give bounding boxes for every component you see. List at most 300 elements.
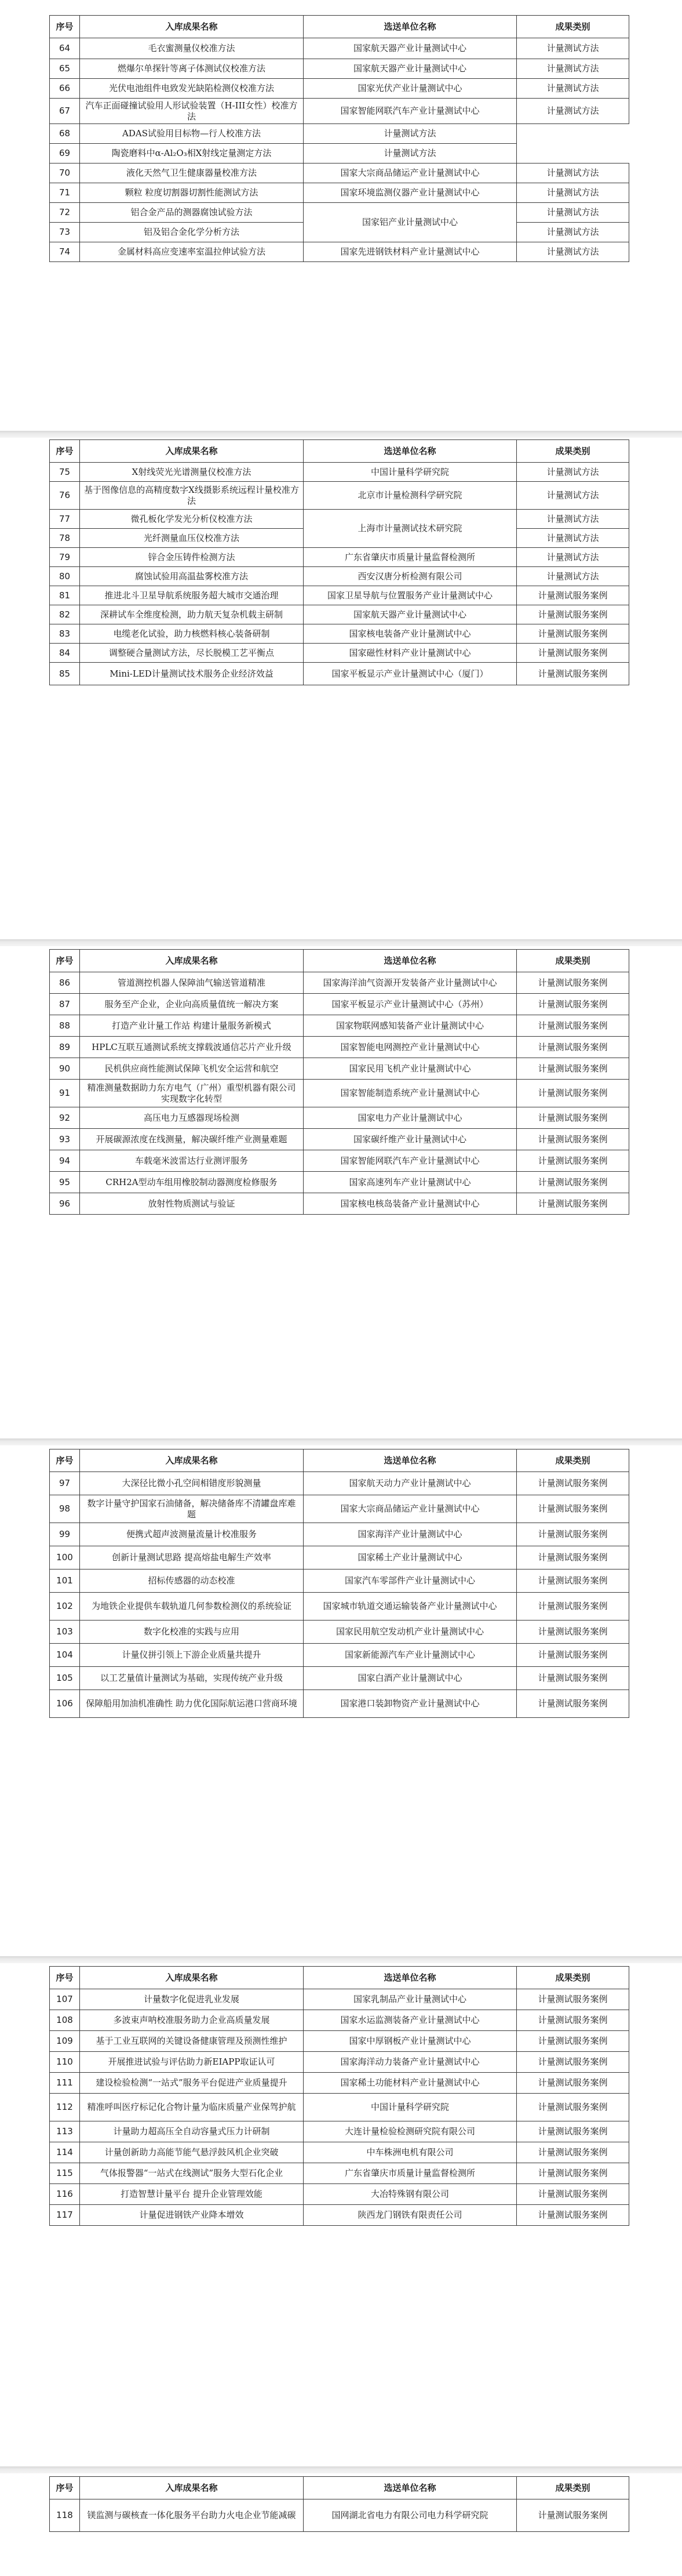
table-row [50, 1172, 629, 1193]
header-no: 序号 [50, 16, 80, 38]
cell-no: 113 [50, 2121, 80, 2142]
cell-no: 73 [50, 223, 80, 242]
cell-no: 103 [50, 1621, 80, 1644]
cell-no: 70 [50, 164, 80, 183]
cell-name: 招标传感器的动态校准 [80, 1569, 304, 1593]
table-row [50, 548, 629, 567]
cell-category: 计量测试方法 [517, 164, 629, 183]
cell-unit: 国家物联网感知装备产业计量测试中心 [304, 1015, 517, 1037]
cell-category: 计量测试服务案例 [517, 1193, 629, 1215]
table-row [50, 2121, 629, 2142]
cell-no: 66 [50, 79, 80, 99]
cell-unit: 国家铝产业计量测试中心 [304, 203, 517, 242]
table-row [50, 1037, 629, 1058]
header-category: 成果类别 [517, 2477, 629, 2499]
header-name: 入库成果名称 [80, 16, 304, 38]
page-separator [0, 431, 682, 438]
cell-name: 车载毫米波雷达行业测评服务 [80, 1150, 304, 1172]
table-row [50, 663, 629, 685]
table-row [50, 644, 629, 663]
page-separator [0, 1956, 682, 1963]
cell-name: 计量促进钢铁产业降本增效 [80, 2205, 304, 2226]
table-row [50, 144, 629, 164]
cell-unit: 国家海洋油气资源开发装备产业计量测试中心 [304, 972, 517, 994]
cell-unit: 国家乳制品产业计量测试中心 [304, 1989, 517, 2010]
cell-unit: 中国计量科学研究院 [304, 2094, 517, 2121]
cell-unit: 国家平板显示产业计量测试中心（厦门） [304, 663, 517, 685]
cell-category: 计量测试方法 [517, 79, 629, 99]
cell-unit: 国家电力产业计量测试中心 [304, 1107, 517, 1129]
cell-name: 大深径比微小孔空间相错度形貌测量 [80, 1472, 304, 1495]
cell-category: 计量测试方法 [517, 463, 629, 482]
cell-category: 计量测试服务案例 [517, 2010, 629, 2031]
header-unit: 选送单位名称 [304, 1967, 517, 1989]
cell-name: 光纤测量血压仪校准方法 [80, 529, 304, 548]
cell-no: 117 [50, 2205, 80, 2226]
cell-unit: 国家碳纤维产业计量测试中心 [304, 1129, 517, 1150]
page-separator [0, 2466, 682, 2473]
cell-no: 72 [50, 203, 80, 223]
cell-no: 108 [50, 2010, 80, 2031]
table-row [50, 1150, 629, 1172]
cell-unit: 陕西龙门钢铁有限责任公司 [304, 2205, 517, 2226]
cell-unit: 国家光伏产业计量测试中心 [304, 79, 517, 99]
cell-unit: 国家稀土功能材料产业计量测试中心 [304, 2073, 517, 2094]
cell-name: 光伏电池组件电致发光缺陷检测仪校准方法 [80, 79, 304, 99]
table-row [50, 1569, 629, 1593]
cell-name: 高压电力互感器现场检测 [80, 1107, 304, 1129]
cell-name: 服务至产企业，企业向高质量值统一解决方案 [80, 994, 304, 1015]
cell-category: 计量测试服务案例 [517, 2094, 629, 2121]
cell-unit: 国家白酒产业计量测试中心 [304, 1667, 517, 1690]
table-row [50, 1472, 629, 1495]
table-page [49, 1449, 629, 1718]
cell-no: 104 [50, 1644, 80, 1667]
table-row [50, 1690, 629, 1718]
results-table [49, 439, 629, 685]
cell-unit: 国家智能制造系统产业计量测试中心 [304, 1080, 517, 1107]
cell-name: 计量创新助力高能节能气悬浮鼓风机企业突破 [80, 2142, 304, 2163]
table-page [49, 15, 629, 262]
cell-category: 计量测试服务案例 [517, 2121, 629, 2142]
cell-no: 67 [50, 99, 80, 124]
cell-category: 计量测试方法 [517, 482, 629, 510]
table-row [50, 2499, 629, 2532]
cell-category: 计量测试服务案例 [517, 2163, 629, 2184]
table-row [50, 1593, 629, 1621]
cell-unit: 广东省肇庆市质量计量监督检测所 [304, 2163, 517, 2184]
cell-unit: 国家海洋产业计量测试中心 [304, 1523, 517, 1546]
header-category: 成果类别 [517, 1449, 629, 1472]
cell-unit: 国家核电装备产业计量测试中心 [304, 624, 517, 644]
cell-unit: 国家核电核岛装备产业计量测试中心 [304, 1193, 517, 1215]
table-row [50, 624, 629, 644]
cell-category: 计量测试服务案例 [517, 1989, 629, 2010]
cell-unit: 大连计量检验检测研究院有限公司 [304, 2121, 517, 2142]
cell-no: 91 [50, 1080, 80, 1107]
cell-unit: 北京市计量检测科学研究院 [304, 482, 517, 510]
cell-no: 114 [50, 2142, 80, 2163]
cell-category: 计量测试服务案例 [517, 1129, 629, 1150]
table-row [50, 1015, 629, 1037]
cell-name: 腐蚀试验用高温盐雾校准方法 [80, 567, 304, 586]
cell-no: 69 [50, 144, 80, 164]
table-row [50, 183, 629, 203]
table-row [50, 242, 629, 262]
cell-no: 78 [50, 529, 80, 548]
cell-no: 94 [50, 1150, 80, 1172]
cell-category: 计量测试方法 [517, 59, 629, 79]
page-separator [0, 939, 682, 946]
cell-no: 97 [50, 1472, 80, 1495]
cell-unit: 国家环境监测仪器产业计量测试中心 [304, 183, 517, 203]
cell-unit: 国家高速列车产业计量测试中心 [304, 1172, 517, 1193]
table-row [50, 164, 629, 183]
cell-name: 推进北斗卫星导航系统服务超大城市交通治理 [80, 586, 304, 605]
header-category: 成果类别 [517, 1967, 629, 1989]
cell-unit: 国家航天器产业计量测试中心 [304, 38, 517, 59]
cell-unit: 国家港口装卸物资产业计量测试中心 [304, 1690, 517, 1718]
header-no: 序号 [50, 440, 80, 463]
cell-name: 开展推进试验与评估助力新EIAPP取证认可 [80, 2052, 304, 2073]
cell-no: 98 [50, 1495, 80, 1523]
cell-name: HPLC互联互通测试系统支撑载波通信芯片产业升级 [80, 1037, 304, 1058]
table-row [50, 2184, 629, 2205]
table-page [49, 949, 629, 1215]
cell-category: 计量测试方法 [517, 548, 629, 567]
cell-no: 89 [50, 1037, 80, 1058]
header-unit: 选送单位名称 [304, 16, 517, 38]
header-no: 序号 [50, 1967, 80, 1989]
cell-category: 计量测试服务案例 [517, 1667, 629, 1690]
cell-name: 电缆老化试验，助力核燃料核心装备研制 [80, 624, 304, 644]
cell-category: 计量测试服务案例 [517, 2142, 629, 2163]
cell-category: 计量测试服务案例 [517, 2184, 629, 2205]
cell-unit: 国家大宗商品储运产业计量测试中心 [304, 164, 517, 183]
cell-category: 计量测试服务案例 [517, 2499, 629, 2532]
cell-name: 锌合金压铸件检测方法 [80, 548, 304, 567]
cell-no: 100 [50, 1546, 80, 1569]
cell-no: 85 [50, 663, 80, 685]
cell-unit: 上海市计量测试技术研究院 [304, 510, 517, 548]
cell-category: 计量测试服务案例 [517, 663, 629, 685]
cell-unit: 国家海洋动力装备产业计量测试中心 [304, 2052, 517, 2073]
cell-name: 管道测控机器人保障油气输送管道精准 [80, 972, 304, 994]
table-row [50, 463, 629, 482]
cell-category: 计量测试服务案例 [517, 1690, 629, 1718]
cell-name: 镁监测与碳核查一体化服务平台助力火电企业节能减碳 [80, 2499, 304, 2532]
cell-no: 111 [50, 2073, 80, 2094]
table-row [50, 605, 629, 624]
cell-category: 计量测试方法 [517, 203, 629, 223]
cell-name: 数字化校准的实践与应用 [80, 1621, 304, 1644]
cell-category: 计量测试方法 [517, 38, 629, 59]
cell-name: 基于工业互联网的关键设备健康管理及预测性维护 [80, 2031, 304, 2052]
cell-name: 金属材料高应变速率室温拉伸试验方法 [80, 242, 304, 262]
cell-no: 107 [50, 1989, 80, 2010]
cell-category: 计量测试服务案例 [517, 1644, 629, 1667]
header-category: 成果类别 [517, 440, 629, 463]
cell-no: 116 [50, 2184, 80, 2205]
cell-no: 81 [50, 586, 80, 605]
cell-unit: 国家民用航空发动机产业计量测试中心 [304, 1621, 517, 1644]
table-row [50, 124, 629, 144]
cell-no: 102 [50, 1593, 80, 1621]
header-category: 成果类别 [517, 950, 629, 972]
cell-name: 计量助力超高压全自动容量式压力计研制 [80, 2121, 304, 2142]
page-separator [0, 1438, 682, 1445]
cell-no: 68 [50, 124, 80, 144]
cell-category: 计量测试服务案例 [517, 2205, 629, 2226]
header-name: 入库成果名称 [80, 440, 304, 463]
cell-name: ADAS试验用目标物—行人校准方法 [80, 124, 304, 144]
cell-name: 颗粒 粒度切割器切割性能测试方法 [80, 183, 304, 203]
header-name: 入库成果名称 [80, 1449, 304, 1472]
table-row [50, 2205, 629, 2226]
cell-no: 75 [50, 463, 80, 482]
cell-unit: 国家平板显示产业计量测试中心（苏州） [304, 994, 517, 1015]
header-unit: 选送单位名称 [304, 950, 517, 972]
cell-name: 汽车正面碰撞试验用人形试验装置（H-III女性）校准方法 [80, 99, 304, 124]
cell-no: 105 [50, 1667, 80, 1690]
cell-name: 打造智慧计量平台 提升企业管理效能 [80, 2184, 304, 2205]
cell-unit: 国家城市轨道交通运输装备产业计量测试中心 [304, 1593, 517, 1621]
cell-unit: 国家智能网联汽车产业计量测试中心 [304, 99, 517, 124]
cell-category: 计量测试方法 [304, 144, 517, 164]
cell-unit: 国家稀土产业计量测试中心 [304, 1546, 517, 1569]
cell-no: 87 [50, 994, 80, 1015]
cell-no: 95 [50, 1172, 80, 1193]
cell-category: 计量测试方法 [517, 223, 629, 242]
cell-no: 109 [50, 2031, 80, 2052]
cell-no: 96 [50, 1193, 80, 1215]
cell-unit: 大冶特殊钢有限公司 [304, 2184, 517, 2205]
cell-name: 保障船用加油机准确性 助力优化国际航运港口营商环境 [80, 1690, 304, 1718]
cell-name: 铝及铝合金化学分析方法 [80, 223, 304, 242]
header-name: 入库成果名称 [80, 950, 304, 972]
header-unit: 选送单位名称 [304, 2477, 517, 2499]
cell-unit: 国家航天器产业计量测试中心 [304, 59, 517, 79]
cell-no: 84 [50, 644, 80, 663]
cell-name: 精准呼叫医疗标记化合物计量为临床质量产业保驾护航 [80, 2094, 304, 2121]
cell-no: 71 [50, 183, 80, 203]
cell-name: 计量仪拼引领上下游企业质量共提升 [80, 1644, 304, 1667]
cell-name: X射线荧光光谱测量仪校准方法 [80, 463, 304, 482]
cell-no: 106 [50, 1690, 80, 1718]
table-page [49, 1966, 629, 2226]
cell-category: 计量测试服务案例 [517, 1172, 629, 1193]
cell-name: 为地铁企业提供车载轨道几何参数检测仪的系统验证 [80, 1593, 304, 1621]
table-row [50, 567, 629, 586]
cell-category: 计量测试服务案例 [517, 1037, 629, 1058]
table-row [50, 1193, 629, 1215]
cell-category: 计量测试服务案例 [517, 1058, 629, 1080]
cell-unit: 国网湖北省电力有限公司电力科学研究院 [304, 2499, 517, 2532]
cell-category: 计量测试方法 [517, 183, 629, 203]
cell-name: 陶瓷磨料中α-Al₂O₃相X射线定量测定方法 [80, 144, 304, 164]
table-row [50, 2031, 629, 2052]
cell-no: 88 [50, 1015, 80, 1037]
table-row [50, 1523, 629, 1546]
cell-unit: 广东省肇庆市质量计量监督检测所 [304, 548, 517, 567]
table-row [50, 1058, 629, 1080]
cell-no: 112 [50, 2094, 80, 2121]
cell-name: 精准测量数据助力东方电气（广州）重型机器有限公司实现数字化转型 [80, 1080, 304, 1107]
header-no: 序号 [50, 1449, 80, 1472]
table-row [50, 1107, 629, 1129]
cell-name: 深耕试车全维度检测，助力航天复杂机载主研制 [80, 605, 304, 624]
table-row [50, 2052, 629, 2073]
cell-no: 115 [50, 2163, 80, 2184]
cell-category: 计量测试方法 [517, 242, 629, 262]
header-unit: 选送单位名称 [304, 440, 517, 463]
cell-no: 118 [50, 2499, 80, 2532]
header-category: 成果类别 [517, 16, 629, 38]
cell-category: 计量测试服务案例 [517, 994, 629, 1015]
cell-unit: 国家磁性材料产业计量测试中心 [304, 644, 517, 663]
cell-name: 微孔板化学发光分析仪校准方法 [80, 510, 304, 529]
table-row [50, 1495, 629, 1523]
cell-no: 101 [50, 1569, 80, 1593]
table-row [50, 99, 629, 124]
cell-no: 99 [50, 1523, 80, 1546]
cell-name: CRH2A型动车组用橡胶制动器测度检修服务 [80, 1172, 304, 1193]
cell-name: 创新计量测试思路 提高熔盐电解生产效率 [80, 1546, 304, 1569]
table-row [50, 972, 629, 994]
cell-unit: 西安汉唐分析检测有限公司 [304, 567, 517, 586]
table-row [50, 79, 629, 99]
cell-category: 计量测试方法 [517, 99, 629, 124]
cell-name: 开展碳源浓度在线测量，解决碳纤维产业测量难题 [80, 1129, 304, 1150]
cell-name: 毛衣蜜测量仪校准方法 [80, 38, 304, 59]
cell-category: 计量测试服务案例 [517, 1015, 629, 1037]
cell-no: 74 [50, 242, 80, 262]
cell-no: 64 [50, 38, 80, 59]
cell-unit: 国家航天器产业计量测试中心 [304, 605, 517, 624]
cell-name: 调整硬合量测试方法，尽长脱模工艺平衡点 [80, 644, 304, 663]
table-row [50, 1080, 629, 1107]
cell-unit: 中国计量科学研究院 [304, 463, 517, 482]
results-table [49, 1966, 629, 2226]
cell-category: 计量测试服务案例 [517, 605, 629, 624]
table-row [50, 1621, 629, 1644]
header-name: 入库成果名称 [80, 2477, 304, 2499]
cell-no: 76 [50, 482, 80, 510]
cell-category: 计量测试方法 [304, 124, 517, 144]
cell-name: 数字计量守护国家石油储备，解决储备库不清罐盘库难题 [80, 1495, 304, 1523]
table-page [49, 2476, 629, 2532]
cell-category: 计量测试服务案例 [517, 1546, 629, 1569]
cell-name: 民机供应商性能测试保障飞机安全运营和航空 [80, 1058, 304, 1080]
cell-category: 计量测试服务案例 [517, 1472, 629, 1495]
table-row [50, 1546, 629, 1569]
cell-no: 110 [50, 2052, 80, 2073]
table-row [50, 482, 629, 510]
results-table [49, 1449, 629, 1718]
cell-name: 放射性物质测试与验证 [80, 1193, 304, 1215]
table-row [50, 2073, 629, 2094]
table-row [50, 510, 629, 529]
cell-category: 计量测试服务案例 [517, 2031, 629, 2052]
cell-category: 计量测试方法 [517, 567, 629, 586]
header-unit: 选送单位名称 [304, 1449, 517, 1472]
cell-no: 86 [50, 972, 80, 994]
cell-no: 83 [50, 624, 80, 644]
cell-no: 65 [50, 59, 80, 79]
cell-unit: 国家智能电网测控产业计量测试中心 [304, 1037, 517, 1058]
cell-unit: 国家先进钢铁材料产业计量测试中心 [304, 242, 517, 262]
table-row [50, 2010, 629, 2031]
cell-name: 计量数字化促进乳业发展 [80, 1989, 304, 2010]
cell-name: 燃爆尔单探针等离子体测试仪校准方法 [80, 59, 304, 79]
cell-unit: 国家大宗商品储运产业计量测试中心 [304, 1495, 517, 1523]
cell-category: 计量测试服务案例 [517, 1523, 629, 1546]
cell-no: 93 [50, 1129, 80, 1150]
cell-no: 92 [50, 1107, 80, 1129]
cell-category: 计量测试服务案例 [517, 2052, 629, 2073]
cell-category: 计量测试服务案例 [517, 644, 629, 663]
cell-category: 计量测试服务案例 [517, 1080, 629, 1107]
cell-unit: 国家水运监测装备产业计量测试中心 [304, 2010, 517, 2031]
results-table [49, 949, 629, 1215]
cell-no: 82 [50, 605, 80, 624]
cell-unit: 国家新能源汽车产业计量测试中心 [304, 1644, 517, 1667]
cell-category: 计量测试服务案例 [517, 1107, 629, 1129]
cell-name: 以工艺量值计量测试为基础，实现传统产业升级 [80, 1667, 304, 1690]
header-name: 入库成果名称 [80, 1967, 304, 1989]
cell-name: Mini-LED计量测试技术服务企业经济效益 [80, 663, 304, 685]
cell-category: 计量测试方法 [517, 529, 629, 548]
cell-category: 计量测试服务案例 [517, 1569, 629, 1593]
table-row [50, 38, 629, 59]
table-row [50, 59, 629, 79]
table-row [50, 994, 629, 1015]
cell-unit: 国家中厚钢板产业计量测试中心 [304, 2031, 517, 2052]
table-row [50, 203, 629, 223]
table-row [50, 2094, 629, 2121]
cell-unit: 国家民用飞机产业计量测试中心 [304, 1058, 517, 1080]
cell-category: 计量测试服务案例 [517, 1621, 629, 1644]
cell-name: 气体报警器“一站式在线测试”服务大型石化企业 [80, 2163, 304, 2184]
results-table [49, 15, 629, 262]
cell-category: 计量测试方法 [517, 510, 629, 529]
cell-category: 计量测试服务案例 [517, 586, 629, 605]
header-no: 序号 [50, 950, 80, 972]
cell-unit: 中车株洲电机有限公司 [304, 2142, 517, 2163]
cell-no: 77 [50, 510, 80, 529]
table-row [50, 2142, 629, 2163]
table-row [50, 2163, 629, 2184]
cell-name: 多波束声呐校准服务助力企业高质量发展 [80, 2010, 304, 2031]
table-row [50, 1644, 629, 1667]
cell-unit: 国家智能网联汽车产业计量测试中心 [304, 1150, 517, 1172]
table-row [50, 586, 629, 605]
table-row [50, 1989, 629, 2010]
cell-unit: 国家卫星导航与位置服务产业计量测试中心 [304, 586, 517, 605]
cell-name: 便携式超声波测量流量计校准服务 [80, 1523, 304, 1546]
cell-name: 液化天然气卫生健康器量校准方法 [80, 164, 304, 183]
cell-unit: 国家汽车零部件产业计量测试中心 [304, 1569, 517, 1593]
cell-name: 铝合金产品的测器腐蚀试验方法 [80, 203, 304, 223]
table-row [50, 1129, 629, 1150]
header-no: 序号 [50, 2477, 80, 2499]
cell-unit: 国家航天动力产业计量测试中心 [304, 1472, 517, 1495]
cell-name: 打造产业计量工作站 构建计量服务新模式 [80, 1015, 304, 1037]
table-page [49, 439, 629, 685]
cell-no: 80 [50, 567, 80, 586]
cell-name: 基于图像信息的高精度数字X线摄影系统远程计量校准方法 [80, 482, 304, 510]
cell-no: 79 [50, 548, 80, 567]
